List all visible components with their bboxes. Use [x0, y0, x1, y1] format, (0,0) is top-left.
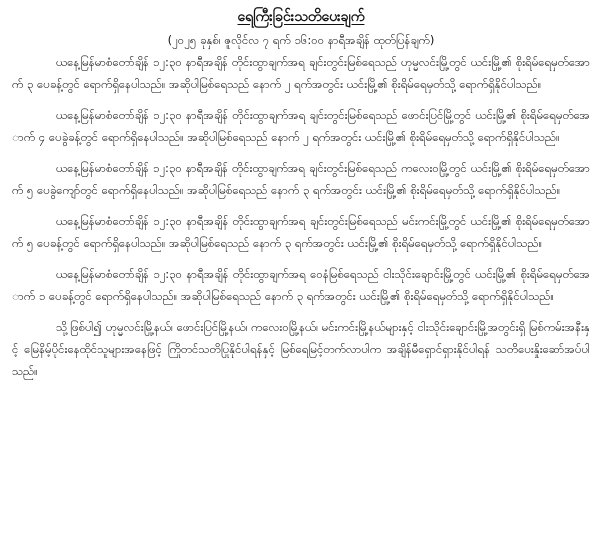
paragraph-hommalin: ယနေ့မြန်မာစံတော်ချိန် ၁၂:၃၀ နာရီအချိန် တိုင်းထွာချက်အရ ချင်းတွင်းမြစ်ရေသည် ဟုမ္မလင်းမြို့တွင် ယင်းမြို့၏ စိုးရိမ်ရေမှတ်အောက် ၃ ပေခန့်တွင် ရောက်ရှိနေပါသည်။ အဆိုပါမြစ်ရေသည် နောက် ၂ ရက်အတွင်း ယင်းမြို့၏ စိုးရိမ်ရေမှတ်သို့ ရောက်ရှိနိုင်ပါသည်။ [12, 55, 590, 91]
paragraph-mingin: ယနေ့မြန်မာစံတော်ချိန် ၁၂:၃၀ နာရီအချိန် တိုင်းထွာချက်အရ ချင်းတွင်းမြစ်ရေသည် မင်းကင်းမြို့တွင် ယင်းမြို့၏ စိုးရိမ်ရေမှတ်အောက် ၅ ပေခန့်တွင် ရောက်ရှိနေပါသည်။ အဆိုပါမြစ်ရေသည် နောက် ၃ ရက်အတွင်း ယင်းမြို့၏ စိုးရိမ်ရေမှတ်သို့ ရောက်ရှိနိုင်ပါသည်။ [12, 214, 590, 250]
title-wrap [12, 6, 590, 26]
paragraph-kalewa: ယနေ့မြန်မာစံတော်ချိန် ၁၂:၃၀ နာရီအချိန် တိုင်းထွာချက်အရ ချင်းတွင်းမြစ်ရေသည် ကလေးဝမြို့တွင် ယင်းမြို့၏ စိုးရိမ်ရေမှတ်အောက် ၅ ပေခွဲကျော်တွင် ရောက်ရှိနေပါသည်။ အဆိုပါမြစ်ရေသည် နောက် ၃ ရက်အတွင်း ယင်းမြို့၏ စိုးရိမ်ရေမှတ်သို့ ရောက်ရှိနိုင်ပါသည်။ [12, 161, 590, 197]
paragraph-phaungbyin: ယနေ့မြန်မာစံတော်ချိန် ၁၂:၃၀ နာရီအချိန် တိုင်းထွာချက်အရ ချင်းတွင်းမြစ်ရေသည် ဖောင်းပြင်မြို့တွင် ယင်းမြို့၏ စိုးရိမ်ရေမှတ်အောက် ၄ ပေခွဲခန့်တွင် ရောက်ရှိနေပါသည်။ အဆိုပါမြစ်ရေသည် နောက် ၂ ရက်အတွင်း ယင်းမြို့၏ စိုးရိမ်ရေမှတ်သို့ ရောက်ရှိနိုင်ပါသည်။ [12, 108, 590, 144]
paragraph-advisory: သို့ဖြစ်ပါ၍ ဟုမ္မလင်းမြို့နယ်၊ ဖောင်းပြင်မြို့နယ်၊ ကလေးဝမြို့နယ်၊ မင်းကင်းမြို့နယ်များနှင့် ငါးသိုင်းချောင်းမြို့အတွင်းရှိ မြစ်ကမ်းအနီးနှင့် မြေနိမ့်ပိုင်းနေထိုင်သူများအနေဖြင့် ကြိုတင်သတိပြုနိုင်ပါရန်နှင့် မြစ်ရေမြင့်တက်လာပါက အချိန်မီရှောင်ရှားနိုင်ပါရန် သတိပေးနှိုးဆော်အပ်ပါသည်။ [12, 320, 590, 378]
paragraph-ngathaingchaung: ယနေ့မြန်မာစံတော်ချိန် ၁၂:၃၀ နာရီအချိန် တိုင်းထွာချက်အရ ဝေနံမြစ်ရေသည် ငါးသိုင်းချောင်းမြို့တွင် ယင်းမြို့၏ စိုးရိမ်ရေမှတ်အောက် ၁ ပေခန့်တွင် ရောက်ရှိနေပါသည်။ အဆိုပါမြစ်ရေသည် နောက် ၃ ရက်အတွင်း ယင်းမြို့၏ စိုးရိမ်ရေမှတ်သို့ ရောက်ရှိနိုင်ပါသည်။ [12, 267, 590, 303]
document-title: ရေကြီးခြင်းသတိပေးချက် [237, 9, 365, 25]
issue-datetime: (၂၀၂၅ ခုနှစ်၊ ဇူလိုင်လ ၇ ရက် ၁၆:၀၀ နာရီအချိန် ထုတ်ပြန်ချက်) [167, 33, 435, 47]
